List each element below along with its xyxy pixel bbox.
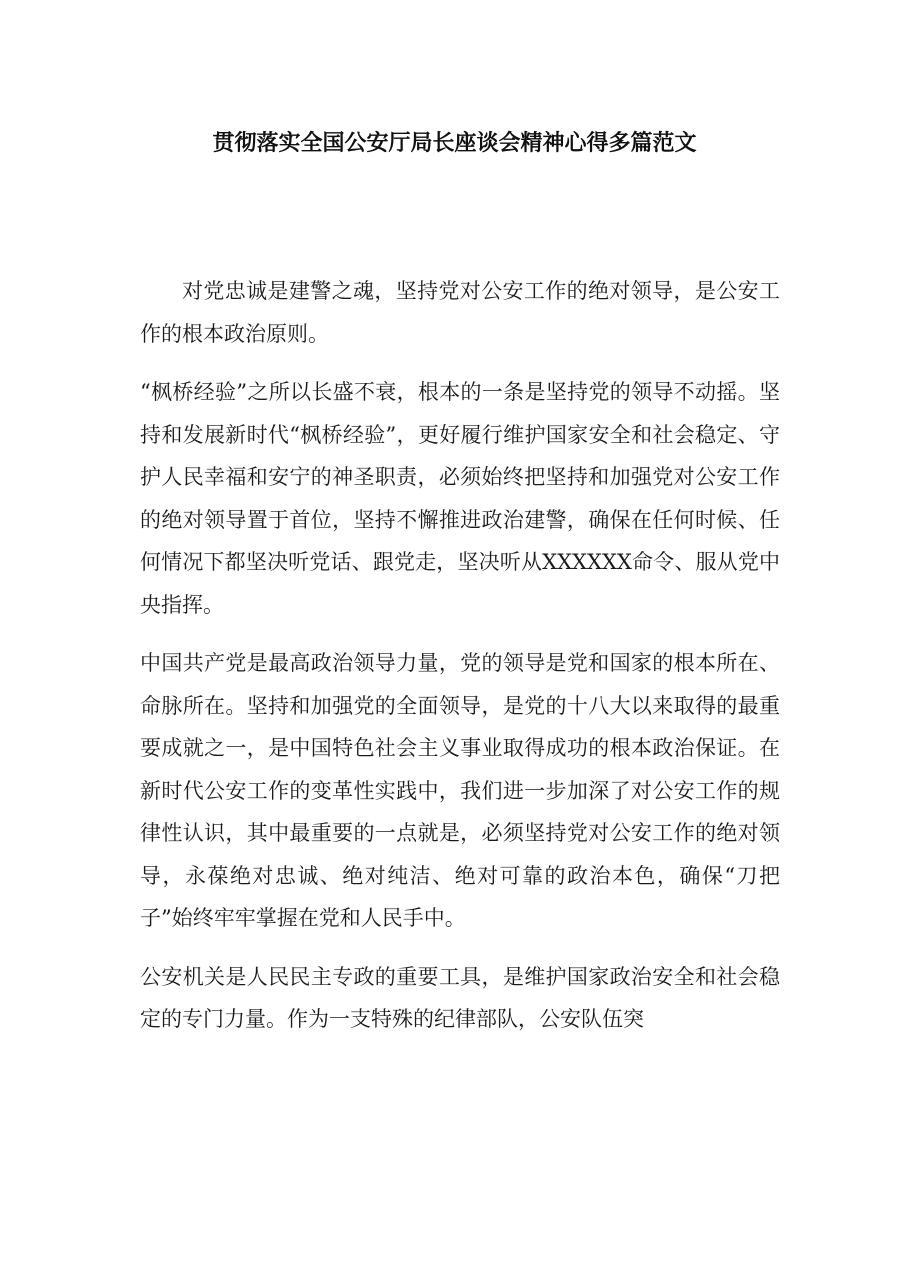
paragraph-1: 对党忠诚是建警之魂，坚持党对公安工作的绝对领导，是公安工作的根本政治原则。 [140,279,780,346]
paragraph-4: 公安机关是人民民主专政的重要工具，是维护国家政治安全和社会稳定的专门力量。作为一支特殊的纪律部队，公安队伍突 [140,964,780,1031]
document-title: 贯彻落实全国公安厅局长座谈会精神心得多篇范文 [212,131,697,156]
document-body [140,270,780,1057]
paragraph-3: 中国共产党是最高政治领导力量，党的领导是党和国家的根本所在、命脉所在。坚持和加强党的全面领导，是党的十八大以来取得的最重要成就之一，是中国特色社会主义事业取得成功的根本政治保证。在新时代公安工作的变革性实践中，我们进一步加深了对公安工作的规律性认识，其中最重要的一点就是，必须坚持党对公安工作的绝对领导，永葆绝对忠诚、绝对纯洁、绝对可靠的政治本色，确保“刀把子”始终牢牢掌握在党和人民手中。 [140,651,780,930]
paragraph-2: “枫桥经验”之所以长盛不衰，根本的一条是坚持党的领导不动摇。坚持和发展新时代“枫桥经验”，更好履行维护国家安全和社会稳定、守护人民幸福和安宁的神圣职责，必须始终把坚持和加强党对公安工作的绝对领导置于首位，坚持不懈推进政治建警，确保在任何时候、任何情况下都坚决听党话、跟党走，坚决听从XXXXXX命令、服从党中央指挥。 [140,380,780,617]
